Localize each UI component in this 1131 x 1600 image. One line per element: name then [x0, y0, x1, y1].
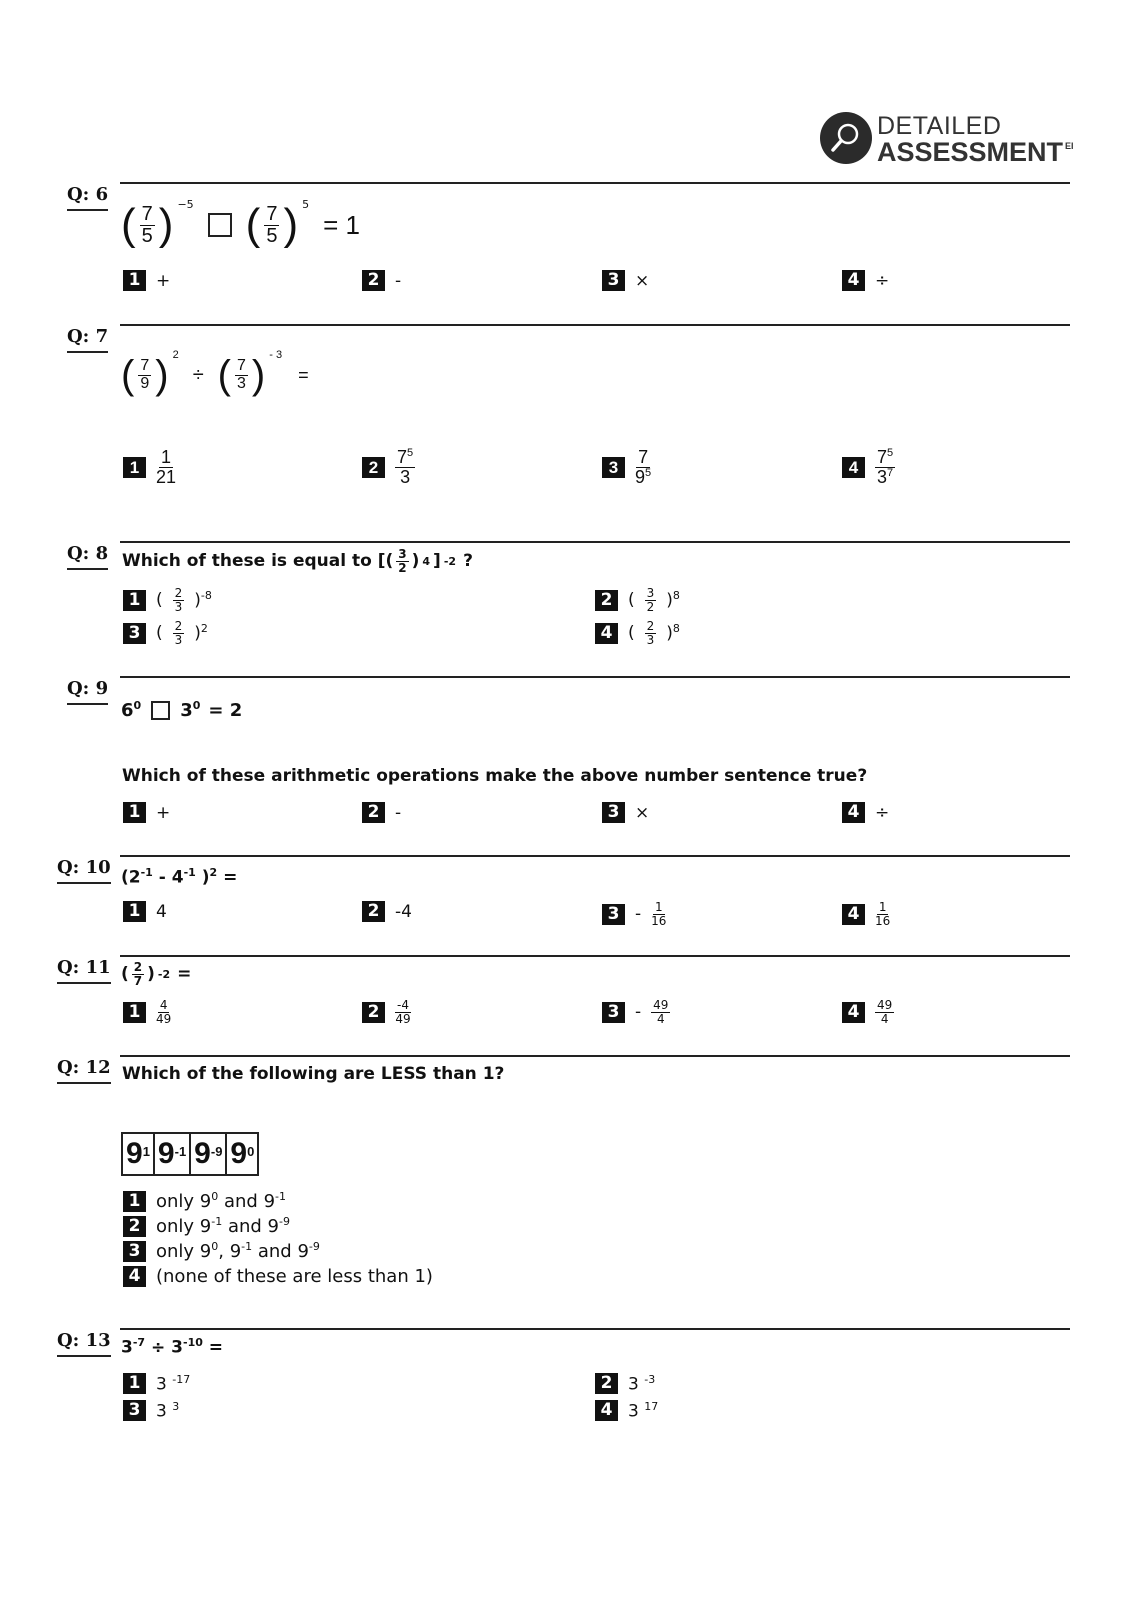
option-text: (none of these are less than 1) — [156, 1266, 433, 1287]
close-paren: )$^8$ — [666, 622, 680, 644]
numerator: 1 — [654, 900, 663, 914]
option-number: 1 — [123, 590, 146, 611]
exponent: 2 — [200, 622, 208, 636]
option-number: 3 — [602, 457, 625, 478]
option-number: 4 — [842, 802, 865, 823]
q8-option-4[interactable] — [595, 620, 680, 646]
paren: ( — [217, 353, 231, 397]
numerator: 49 — [877, 998, 893, 1012]
exponent: -9 — [210, 1144, 223, 1159]
close-bracket: ] — [433, 551, 441, 572]
open-paren: ( — [628, 623, 635, 644]
exponent: 1 — [142, 1144, 150, 1159]
power-cell — [155, 1134, 191, 1174]
denominator: 3 — [646, 632, 655, 647]
exponent: -10 — [183, 1336, 203, 1349]
question-text: Which of these is equal to [( — [122, 551, 394, 572]
equals: = — [223, 867, 238, 888]
option-number: 1 — [123, 1373, 146, 1394]
denominator: 16 — [651, 913, 667, 928]
exponent: 5 — [645, 466, 652, 479]
divider — [120, 324, 1070, 326]
exponent: -2 — [443, 554, 457, 568]
open-paren: ( — [156, 590, 163, 611]
q8-label: Q: 8 — [67, 543, 108, 570]
exponent: 0 — [211, 1190, 219, 1203]
open-paren: ( — [156, 623, 163, 644]
base: 3 — [156, 1374, 167, 1395]
q12-option-1[interactable] — [123, 1190, 286, 1212]
divider — [120, 955, 1070, 957]
q9-option-4[interactable] — [842, 802, 889, 823]
option-text — [156, 1373, 190, 1395]
exponent: −5 — [177, 198, 194, 211]
text-part: and 9 — [257, 1241, 309, 1262]
denominator: 4 — [880, 1011, 889, 1026]
base: 3 — [628, 1401, 639, 1422]
option-number: 1 — [123, 457, 146, 478]
fraction — [235, 358, 248, 393]
option-number: 3 — [602, 1002, 625, 1023]
exponent: -2 — [157, 967, 171, 981]
numerator: 7 — [141, 202, 153, 225]
denominator: 3 — [400, 466, 411, 487]
option-number: 1 — [123, 901, 146, 922]
option-text: - — [395, 802, 402, 823]
option-number: 4 — [595, 1400, 618, 1421]
denominator-base: 3 — [877, 466, 888, 487]
close-paren: )$^8$ — [666, 589, 680, 611]
exponent: -1 — [241, 1240, 253, 1253]
equals: = — [298, 365, 309, 385]
close-paren: ) — [147, 964, 155, 985]
numerator: 3 — [646, 586, 655, 600]
numerator — [875, 448, 895, 468]
option-number: 4 — [842, 457, 865, 478]
fraction — [132, 961, 144, 987]
q6-option-3[interactable] — [602, 270, 649, 291]
q12-option-3[interactable] — [123, 1240, 320, 1262]
denominator: 2 — [398, 560, 407, 575]
text-part: , 9 — [218, 1241, 242, 1262]
q11-option-1[interactable] — [123, 999, 171, 1025]
option-number: 2 — [595, 590, 618, 611]
q13-stem — [121, 1336, 223, 1358]
numerator — [395, 448, 415, 468]
text-part: only 9 — [156, 1241, 212, 1262]
option-number: 3 — [602, 270, 625, 291]
blank-box — [208, 213, 232, 237]
divider — [120, 1328, 1070, 1330]
q13-option-2[interactable] — [595, 1373, 655, 1395]
logo-mark: EI — [1065, 141, 1074, 151]
exponent: 2 — [209, 866, 218, 879]
option-text: - — [395, 270, 402, 291]
option-number: 2 — [595, 1373, 618, 1394]
q9-option-3[interactable] — [602, 802, 649, 823]
equals-one: = 1 — [323, 209, 360, 240]
numerator: 49 — [653, 998, 669, 1012]
q13-option-1[interactable] — [123, 1373, 190, 1395]
option-number: 4 — [842, 904, 865, 925]
q7-label: Q: 7 — [67, 326, 108, 353]
numerator: 1 — [878, 900, 887, 914]
q10-option-4[interactable] — [842, 901, 890, 927]
exponent: -3 — [644, 1373, 656, 1386]
exponent: -8 — [200, 589, 212, 603]
q12-question: Which of the following are LESS than 1? — [122, 1064, 505, 1084]
text-part: and 9 — [227, 1216, 279, 1237]
denominator: 2 — [646, 599, 655, 614]
exponent: 0 — [133, 699, 142, 712]
option-text — [628, 1400, 658, 1422]
q13-option-4[interactable] — [595, 1400, 658, 1422]
q8-option-2[interactable] — [595, 587, 680, 613]
exponent: -17 — [172, 1373, 191, 1386]
option-number: 2 — [362, 802, 385, 823]
divider — [120, 676, 1070, 678]
q11-option-2[interactable] — [362, 999, 411, 1025]
q7-option-4[interactable] — [842, 448, 895, 487]
q11-stem — [121, 961, 191, 987]
logo — [820, 112, 1074, 172]
divider — [120, 1055, 1070, 1057]
exponent: 8 — [672, 589, 680, 603]
q7-option-1[interactable] — [123, 448, 176, 487]
q8-option-1[interactable] — [123, 587, 212, 613]
denominator: 21 — [156, 466, 177, 487]
fraction — [645, 620, 657, 646]
base: 3 — [180, 700, 193, 721]
open-paren: ( — [628, 590, 635, 611]
q13-option-3[interactable] — [123, 1400, 179, 1422]
fraction — [645, 587, 657, 613]
exponent: 8 — [672, 622, 680, 636]
option-number: 4 — [842, 1002, 865, 1023]
denominator — [635, 468, 651, 487]
fraction — [395, 999, 411, 1025]
option-text: + — [156, 270, 171, 291]
paren: ) — [283, 200, 299, 249]
fraction — [875, 448, 895, 487]
q12-option-2[interactable] — [123, 1215, 290, 1237]
denominator: 49 — [156, 1011, 172, 1026]
option-text: 4 — [156, 901, 167, 922]
powers-box — [121, 1132, 259, 1176]
stem-part: - 4 — [158, 867, 184, 888]
q6-stem — [121, 200, 360, 250]
equals: = — [208, 1337, 224, 1358]
exponent: -9 — [308, 1240, 320, 1253]
denominator: 7 — [133, 973, 143, 988]
option-number: 2 — [123, 1216, 146, 1237]
option-number: 1 — [123, 1191, 146, 1212]
option-text: ÷ — [875, 270, 890, 291]
equals: = — [177, 964, 192, 985]
q11-option-3[interactable] — [602, 999, 670, 1025]
base: 9 — [157, 1137, 175, 1170]
fraction — [396, 548, 408, 574]
fraction — [875, 999, 894, 1025]
base: 3 — [628, 1374, 639, 1395]
exponent: 0 — [211, 1240, 219, 1253]
fraction — [875, 901, 890, 927]
divider — [120, 541, 1070, 543]
option-text: ÷ — [875, 802, 890, 823]
option-text — [156, 1400, 179, 1422]
option-text — [156, 1190, 286, 1212]
operator: ÷ — [192, 364, 204, 386]
numerator: 3 — [398, 547, 407, 561]
exponent: 2 — [172, 349, 179, 361]
sign: - — [635, 904, 642, 925]
logo-bottom-word: ASSESSMENT — [877, 137, 1064, 167]
option-number: 1 — [123, 1002, 146, 1023]
q9-option-1[interactable] — [123, 802, 170, 823]
fraction — [264, 204, 279, 247]
base: 9 — [230, 1137, 248, 1170]
exponent: -1 — [211, 1215, 223, 1228]
denominator: 5 — [266, 224, 278, 247]
text-part: only 9 — [156, 1216, 212, 1237]
q12-option-4[interactable] — [123, 1266, 433, 1287]
numerator: 7 — [140, 357, 150, 375]
denominator-base: 9 — [635, 466, 646, 487]
numerator: 4 — [159, 998, 168, 1012]
exponent: -9 — [279, 1215, 290, 1228]
numerator: 2 — [133, 960, 143, 974]
q10-option-1[interactable] — [123, 901, 167, 922]
option-number: 3 — [602, 904, 625, 925]
q7-option-2[interactable] — [362, 448, 415, 487]
denominator: 16 — [875, 913, 891, 928]
question-mark: ? — [463, 551, 473, 572]
exponent: -1 — [183, 866, 196, 879]
divider — [120, 855, 1070, 857]
numerator: 2 — [646, 619, 655, 633]
option-number: 1 — [123, 802, 146, 823]
q8-option-3[interactable] — [123, 620, 208, 646]
q11-option-4[interactable] — [842, 999, 894, 1025]
base: 9 — [126, 1137, 143, 1170]
power-cell — [227, 1134, 257, 1174]
base: 6 — [121, 700, 134, 721]
fraction — [140, 204, 155, 247]
paren: ( — [121, 200, 136, 249]
paren: ) — [251, 353, 266, 397]
option-text: + — [156, 802, 171, 823]
option-number: 1 — [123, 270, 146, 291]
q9-option-2[interactable] — [362, 802, 401, 823]
term — [121, 699, 141, 721]
option-number: 2 — [362, 270, 385, 291]
fraction — [156, 448, 176, 487]
option-number: 3 — [123, 623, 146, 644]
exponent: 0 — [192, 699, 201, 712]
numerator: 7 — [638, 447, 649, 467]
q6-option-1[interactable] — [123, 270, 170, 291]
text-part: and 9 — [223, 1191, 276, 1212]
q6-option-4[interactable] — [842, 270, 889, 291]
operator: ÷ 3 — [151, 1337, 183, 1358]
fraction — [173, 620, 185, 646]
numerator — [159, 448, 173, 468]
exponent: -1 — [140, 866, 153, 879]
numerator: 7 — [266, 202, 278, 225]
fraction — [138, 358, 151, 393]
q9-stem — [121, 699, 242, 721]
fraction — [173, 587, 185, 613]
option-number: 3 — [602, 802, 625, 823]
base: 3 — [121, 1337, 133, 1358]
power-cell — [191, 1134, 227, 1174]
option-text — [156, 1240, 320, 1262]
blank-box — [151, 701, 170, 720]
close-paren: )$^{-8}$ — [194, 589, 212, 611]
denominator: 3 — [237, 375, 246, 392]
numerator: 2 — [174, 586, 183, 600]
exponent: 5 — [302, 198, 310, 211]
denominator: 4 — [656, 1011, 665, 1026]
q10-option-2[interactable] — [362, 901, 412, 922]
numerator: 2 — [174, 619, 183, 633]
option-text — [628, 1373, 655, 1395]
denominator: 49 — [395, 1011, 411, 1026]
exponent: -1 — [275, 1190, 286, 1203]
exponent: - 3 — [269, 349, 283, 361]
paren: ) — [158, 200, 174, 249]
denominator: 3 — [174, 632, 183, 647]
magnifier-logo-icon — [820, 112, 872, 164]
q12-label: Q: 12 — [57, 1057, 111, 1084]
q9-label: Q: 9 — [67, 678, 108, 705]
exponent: 4 — [422, 554, 431, 568]
fraction — [651, 901, 666, 927]
fraction — [651, 999, 670, 1025]
exponent: 5 — [887, 447, 894, 459]
base: 9 — [194, 1137, 211, 1170]
q6-option-2[interactable] — [362, 270, 401, 291]
q6-label: Q: 6 — [67, 184, 108, 211]
term — [180, 699, 200, 721]
paren: ( — [245, 200, 261, 249]
denominator — [877, 468, 893, 487]
q13-label: Q: 13 — [57, 1330, 111, 1357]
option-text: -4 — [395, 901, 412, 922]
option-number: 4 — [842, 270, 865, 291]
option-number: 3 — [123, 1241, 146, 1262]
exponent: 17 — [644, 1400, 659, 1413]
text-part: only 9 — [156, 1191, 212, 1212]
numerator: 7 — [237, 357, 246, 375]
exponent: 3 — [172, 1400, 180, 1413]
paren: ) — [155, 353, 169, 397]
option-text: × — [635, 270, 650, 291]
sign: - — [635, 1002, 642, 1023]
power-cell — [123, 1134, 155, 1174]
exponent: -7 — [132, 1336, 146, 1349]
option-number: 2 — [362, 457, 385, 478]
q7-stem — [121, 349, 309, 398]
denominator: 3 — [174, 599, 183, 614]
denominator: 9 — [140, 375, 150, 392]
open-paren: ( — [121, 964, 129, 985]
paren: ( — [121, 353, 135, 397]
logo-bottom-text — [877, 137, 1074, 168]
option-text: × — [635, 802, 650, 823]
exponent: 5 — [407, 447, 414, 459]
numerator-base: 1 — [161, 447, 172, 467]
exponent: 7 — [887, 466, 894, 479]
fraction — [156, 999, 171, 1025]
exponent: 0 — [247, 1144, 255, 1159]
denominator: 5 — [141, 224, 153, 247]
option-number: 3 — [123, 1400, 146, 1421]
fraction — [395, 448, 415, 487]
stem-part: ) — [201, 867, 210, 888]
option-text — [156, 1215, 290, 1237]
q10-stem — [121, 866, 237, 888]
exponent: -1 — [174, 1144, 187, 1159]
option-number: 2 — [362, 1002, 385, 1023]
stem-part: (2 — [121, 867, 141, 888]
close-paren: )$^2$ — [194, 622, 208, 644]
q11-label: Q: 11 — [57, 957, 111, 984]
numerator: -4 — [397, 998, 409, 1012]
q10-option-3[interactable] — [602, 901, 666, 927]
fraction — [635, 448, 651, 487]
q8-question — [122, 548, 473, 574]
q10-label: Q: 10 — [57, 857, 111, 884]
close-paren: ) — [411, 551, 420, 572]
numerator-base: 7 — [397, 447, 408, 467]
base: 3 — [156, 1401, 167, 1422]
option-number: 2 — [362, 901, 385, 922]
result: = 2 — [208, 699, 243, 721]
q9-question: Which of these arithmetic operations make the above number sentence true? — [122, 766, 868, 786]
logo-top-text: DETAILED — [877, 112, 1002, 140]
divider — [120, 182, 1070, 184]
numerator-base: 7 — [877, 447, 888, 467]
q7-option-3[interactable] — [602, 448, 651, 487]
option-number: 4 — [123, 1266, 146, 1287]
option-number: 4 — [595, 623, 618, 644]
